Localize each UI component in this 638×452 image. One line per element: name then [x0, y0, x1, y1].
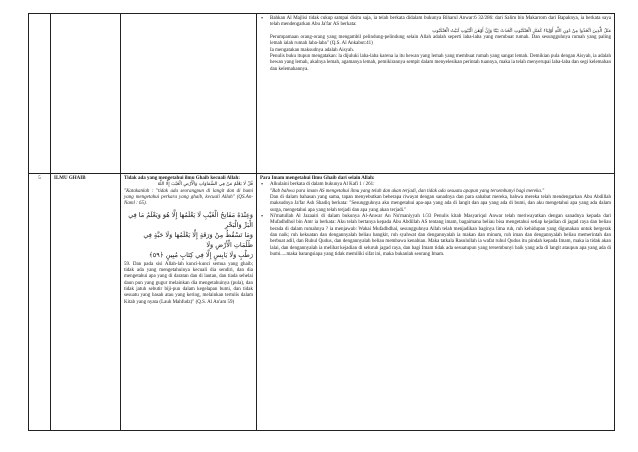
arabic-verse-line: رَطْبٍ وَلَا يَابِسٍ إِلَّا فِي كِتَابٍ مُبِينٍ ﴿٥٩﴾: [148, 250, 253, 259]
paragraph: Dan di dalam bahasan yang sama, tapan menyebutkan beberapa riwayat dengan sanadnya dan para sahabat mereka, bahwa mereka telah mendengarkan Abu Abdillah maksudnya Ja'far Ash Shadiq berkata: "Sesungguhnya aku mengetahui apa-apa yang ada di langit dan apa yang ada di bumi, dan aku mengetahui apa yang ada dalam surga, mengetahui apa yang telah terjadi dan apa yang akan terjadi.": [270, 195, 611, 213]
bullet-list: [260, 182, 611, 258]
comparison-table: [28, 13, 615, 431]
cell-quran-empty: [121, 14, 257, 174]
cell-topic-empty: [51, 14, 121, 174]
quran-quote: "Katakanlah : "tidak ada seorangpun di langit dan di bumi yang mengetahui perkara yang ghaib, kecuali Allah" (QS.An-Naml : 65).: [124, 188, 253, 207]
arabic-verse-line: وَعِنْدَهُ مَفَاتِحُ الْغَيْبِ لَا يَعْلَمُهَا إِلَّا هُوَ وَيَعْلَمُ مَا فِي الْبَرِّ وَالْبَحْرِ: [128, 210, 253, 229]
bullet-list: [260, 16, 611, 29]
paragraph: Penulis buku itupun mengatakan: la dijuluki laba-laba karena ia itu hewan yang lemah yang membuat rumah yang sangat lemah. Demikian pula dengan Aisyah, ia adalah hewan yang lemah, akalnya lemah, agamanya lemah, pemikirannya sempit dalam menyelesikan perintah tuannya, maka ia telah menyerupai laba-laba dan segi kelemahan dan kelemahannya.: [270, 54, 611, 72]
arabic-text: مَثَلُ الَّذِينَ اتَّخَذُوا مِنْ دُونِ اللَّهِ أَوْلِيَاءَ كَمَثَلِ الْعَنْكَبُوتِ اتَّخَذَتْ بَيْتًا وَإِنَّ أَوْهَنَ الْبُيُوتِ لَبَيْتُ الْعَنْكَبُوتِ: [432, 28, 611, 34]
list-item-text: • Alkulaini berkata di dalam bukunya Al Kafi 1 / 261:: [270, 182, 375, 188]
table-row-continuation: [29, 14, 615, 174]
hadith-heading: Para Imam mengetahui Ilmu Ghaib dari selain Allah:: [260, 176, 375, 181]
cell-quran: [121, 174, 257, 431]
list-item: • Ni'matullah Al Jazaairi di dalam bukunya Al-Anwar An Nu'maniyyah 1/33 Penulis kitab Masyariqul Anwar telah meriwayatkan dengan sanadnya kepada dari Mufadhdhol bin Amr ia berkata: Aku telah bertanya kepada Abu Abdillah AS tentang imam, bagaimana beliau bisa mengetahui setiap kejadian di jagad raya dan beliau berada di dalam rumahnya ? ia menjawab: Wahai Mufadhdhal, sesungguhnya Allah telah menjadikan baginya lima ruh, ruh kehidupan yang digunakan untuk bergerak dan naik; ruh kekuatan dan dengannyalah beliau bangkit, ruh syahwat dan dengannyalah ia makan dan minum, ruh iman dan dengannyalah beliau memerintah dan berbuat adil, dan Ruhul Qudus, dan dengannyalah beliau membawa kenabian. Maka tatkala Rasulullah ia wafat ruhul Qudus itu pindah kepada Imam, maka ia tidak akan lalai, dan dengannyalah ia melihat kejadian di seluruh jagad raya, dan bagi Imam tidak ada sesuatupun yang tersembunyi baik yang ada di langit ataupun apa yang ada di bumi.....maka barangsiapa yang tidak memiliki sifat ini, maka bukanlah seorang Imam.: [260, 214, 611, 258]
quran-translation: 59. Dan pada sisi Allah-lah kunci-kunci semua yang ghaib; tidak ada yang mengetahuinya kecuali dia sendiri, dan dia mengetahui apa yang di daratan dan di lautan, dan tiada sehelai daun pun yang gugur melainkan dia mengetahuinya (pula), dan tidak jatuh sebutir biji-pun dalam kegelapan bumi, dan tidak sesuatu yang basah atau yang kering, melainkan tertulis dalam Kitab yang nyata (Lauh Mahfudz)" (Q.S. Al An'am 59): [124, 261, 253, 305]
quran-heading: Tidak ada yang mengetahui ilmu Ghaib kecuali Allah:: [124, 176, 240, 181]
cell-number-empty: [29, 14, 51, 174]
row-topic: ILMU GHAIB: [51, 174, 121, 431]
table-row-ilmu-ghaib: [29, 174, 615, 431]
cell-hadith: [257, 174, 615, 431]
list-item: • Bahkan Al Majlisi tidak cukup sampai disitu saja, ia telah berkata didalam bukunya Biharul Anwar:6 32/286: dari Salim bin Makarrom dari Bapaknya, ia berkata saya telah mendengarkan Abu Ja'far AS berkata:: [260, 16, 611, 29]
paragraph: Perumpamaan orang-orang yang mengambil pelindung-pelindung selain Allah adalah seperti laba-laba yang membuat rumah. Dan sesungguhnya rumah yang paling lemah ialah rumah laba-laba" (Q.S. Al Ankabut:41): [270, 35, 611, 47]
cell-hadith-continuation: [257, 14, 615, 174]
row-number: 5: [29, 174, 51, 431]
hadith-quote: "Bab bahwa para imam AS mengetahui ilmu yang telah dan akan terjadi, dan tidak ada sesuatu apapun yang tersembunyi bagi mereka.": [270, 188, 545, 194]
paragraph: Ia mengatakan maksudnya adalah Aisyah.: [270, 47, 354, 53]
arabic-text: قُلْ لَا يَعْلَمُ مَنْ فِي السَّمَاوَاتِ وَالْأَرْضِ الْغَيْبَ إِلَّا اللَّهُ: [157, 182, 253, 188]
list-item: [260, 182, 611, 214]
arabic-verse-line: وَمَا تَسْقُطُ مِنْ وَرَقَةٍ إِلَّا يَعْلَمُهَا وَلَا حَبَّةٍ فِي ظُلُمَاتِ الْأَرْضِ وَلَا: [143, 230, 253, 249]
